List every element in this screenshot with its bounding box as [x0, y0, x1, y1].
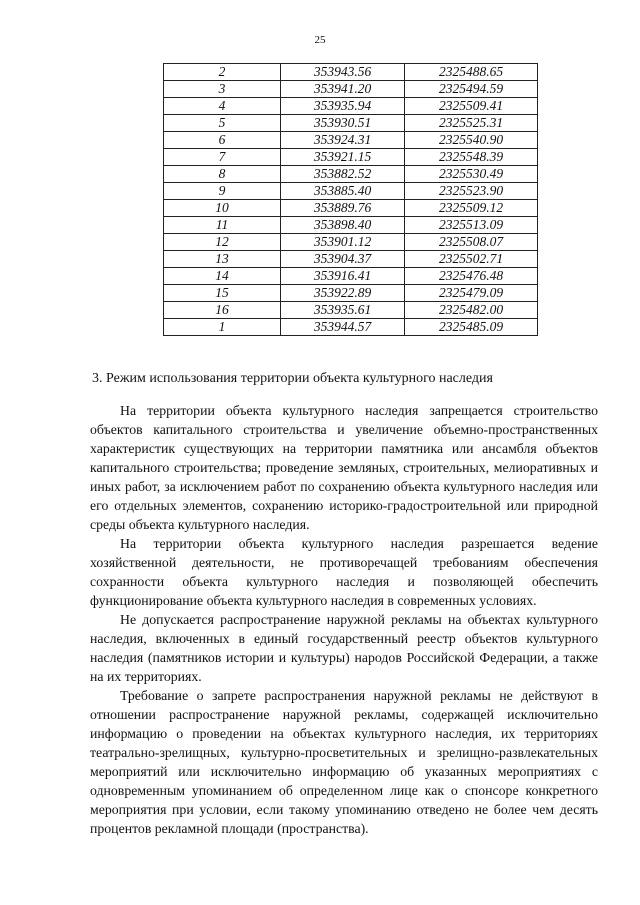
y-coordinate-cell: 2325502.71 — [405, 251, 538, 268]
table-row — [164, 98, 538, 115]
point-number-cell: 3 — [164, 81, 281, 98]
point-number-cell: 11 — [164, 217, 281, 234]
y-coordinate-cell: 2325548.39 — [405, 149, 538, 166]
table-row — [164, 149, 538, 166]
x-coordinate-cell: 353885.40 — [281, 183, 405, 200]
y-coordinate-cell: 2325509.41 — [405, 98, 538, 115]
table-row — [164, 302, 538, 319]
coordinates-table-body — [164, 64, 538, 336]
x-coordinate-cell: 353882.52 — [281, 166, 405, 183]
y-coordinate-cell: 2325530.49 — [405, 166, 538, 183]
y-coordinate-cell: 2325540.90 — [405, 132, 538, 149]
point-number-cell: 8 — [164, 166, 281, 183]
x-coordinate-cell: 353924.31 — [281, 132, 405, 149]
y-coordinate-cell: 2325509.12 — [405, 200, 538, 217]
x-coordinate-cell: 353943.56 — [281, 64, 405, 81]
y-coordinate-cell: 2325513.09 — [405, 217, 538, 234]
y-coordinate-cell: 2325482.00 — [405, 302, 538, 319]
y-coordinate-cell: 2325479.09 — [405, 285, 538, 302]
table-row — [164, 132, 538, 149]
y-coordinate-cell: 2325525.31 — [405, 115, 538, 132]
paragraph: На территории объекта культурного наследия разрешается ведение хозяйственной деятельности, не противоречащей требованиям обеспечения сохранности объекта культурного наследия и позволяющей обеспечить функционирование объекта культурного наследия в современных условиях. — [90, 536, 598, 608]
table-row — [164, 81, 538, 98]
point-number-cell: 16 — [164, 302, 281, 319]
paragraph: Не допускается распространение наружной рекламы на объектах культурного наследия, включенных в единый государственный реестр объектов культурного наследия (памятников истории и культуры) народов Российской Федерации, а также на их территориях. — [90, 612, 598, 684]
table-row — [164, 217, 538, 234]
x-coordinate-cell: 353930.51 — [281, 115, 405, 132]
point-number-cell: 15 — [164, 285, 281, 302]
table-row — [164, 166, 538, 183]
page-number: 25 — [314, 34, 326, 46]
coordinates-table — [163, 63, 538, 336]
x-coordinate-cell: 353941.20 — [281, 81, 405, 98]
x-coordinate-cell: 353922.89 — [281, 285, 405, 302]
y-coordinate-cell: 2325476.48 — [405, 268, 538, 285]
y-coordinate-cell: 2325523.90 — [405, 183, 538, 200]
section-heading: 3. Режим использования территории объекта культурного наследия — [92, 371, 493, 386]
point-number-cell: 4 — [164, 98, 281, 115]
point-number-cell: 10 — [164, 200, 281, 217]
x-coordinate-cell: 353935.61 — [281, 302, 405, 319]
y-coordinate-cell: 2325485.09 — [405, 319, 538, 336]
x-coordinate-cell: 353898.40 — [281, 217, 405, 234]
table-row — [164, 115, 538, 132]
y-coordinate-cell: 2325508.07 — [405, 234, 538, 251]
x-coordinate-cell: 353916.41 — [281, 268, 405, 285]
x-coordinate-cell: 353944.57 — [281, 319, 405, 336]
table-row — [164, 64, 538, 81]
point-number-cell: 12 — [164, 234, 281, 251]
table-row — [164, 183, 538, 200]
x-coordinate-cell: 353921.15 — [281, 149, 405, 166]
point-number-cell: 6 — [164, 132, 281, 149]
table-row — [164, 319, 538, 336]
y-coordinate-cell: 2325494.59 — [405, 81, 538, 98]
y-coordinate-cell: 2325488.65 — [405, 64, 538, 81]
x-coordinate-cell: 353904.37 — [281, 251, 405, 268]
table-row — [164, 251, 538, 268]
x-coordinate-cell: 353901.12 — [281, 234, 405, 251]
point-number-cell: 7 — [164, 149, 281, 166]
point-number-cell: 9 — [164, 183, 281, 200]
point-number-cell: 13 — [164, 251, 281, 268]
table-row — [164, 200, 538, 217]
point-number-cell: 14 — [164, 268, 281, 285]
x-coordinate-cell: 353889.76 — [281, 200, 405, 217]
table-row — [164, 234, 538, 251]
x-coordinate-cell: 353935.94 — [281, 98, 405, 115]
point-number-cell: 2 — [164, 64, 281, 81]
paragraph: Требование о запрете распространения наружной рекламы не действуют в отношении распространение наружной рекламы, содержащей исключительно информацию о проведении на объектах культурного наследия, их территориях театрально-зрелищных, культурно-просветительных и зрелищно-развлекательных мероприятий или исключительно информацию об указанных мероприятиях с одновременным упоминанием об определенном лице как о спонсоре конкретного мероприятия при условии, если такому упоминанию отведено не более чем десять процентов рекламной площади (пространства). — [90, 688, 598, 836]
point-number-cell: 1 — [164, 319, 281, 336]
paragraph: На территории объекта культурного наследия запрещается строительство объектов капитального строительства и увеличение объемно-пространственных характеристик существующих на территории памятника или ансамбля объектов капитального строительства; проведение земляных, строительных, мелиоративных и иных работ, за исключением работ по сохранению объекта культурного наследия или его отдельных элементов, сохранению историко-градостроительной или природной среды объекта культурного наследия. — [90, 403, 598, 532]
point-number-cell: 5 — [164, 115, 281, 132]
body-text — [90, 401, 598, 838]
table-row — [164, 285, 538, 302]
table-row — [164, 268, 538, 285]
